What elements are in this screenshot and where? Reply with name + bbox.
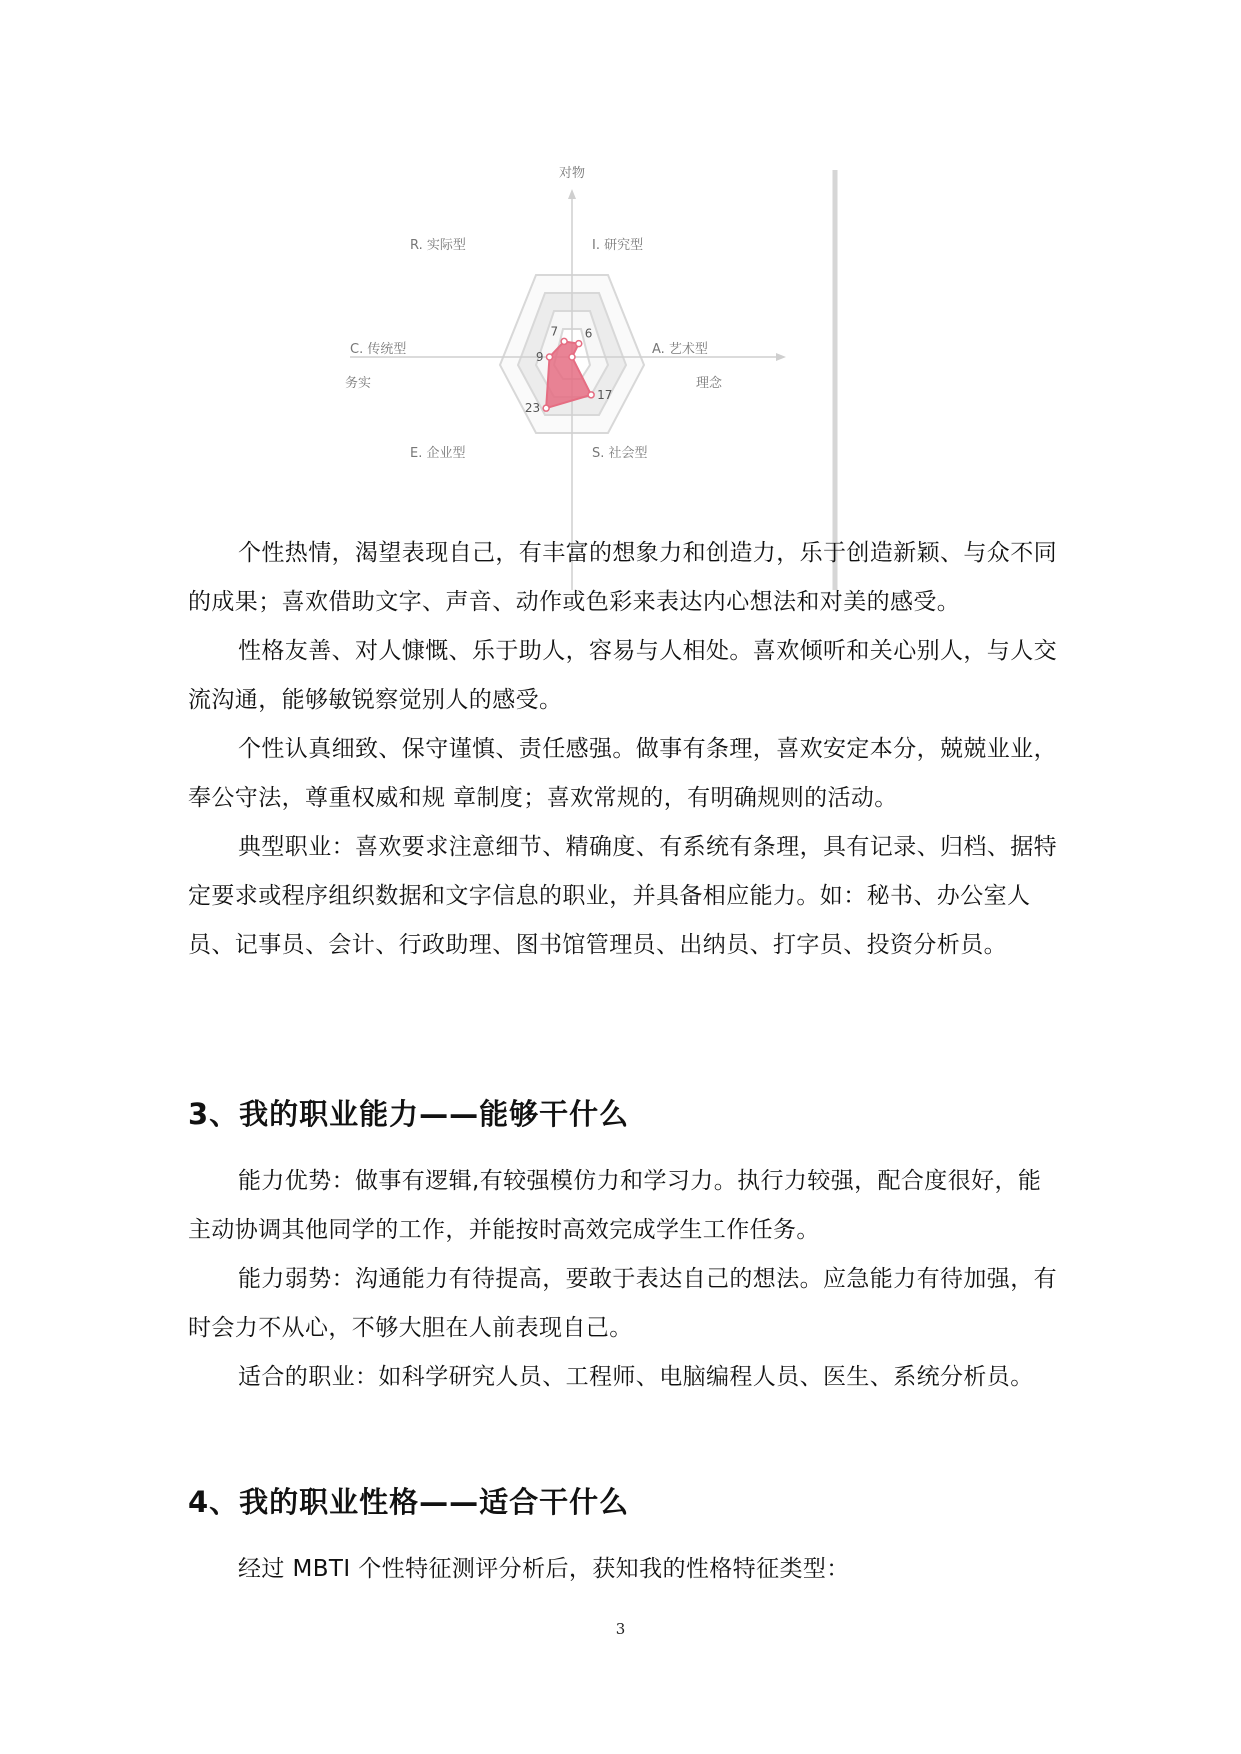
vertical-axis-arrow [568, 189, 576, 199]
category-label-c: C. 传统型 [350, 342, 407, 357]
axis-label-top: 对物 [558, 166, 586, 181]
body-section-3 [188, 1545, 1058, 1594]
paragraph: 性格友善、对人慷慨、乐于助人，容易与人相处。喜欢倾听和关心别人，与人交流沟通，能够敏锐察觉别人的感受。 [188, 638, 1057, 713]
radar-point [569, 354, 575, 360]
paragraph: 能力优势：做事有逻辑,有较强模仿力和学习力。执行力较强，配合度很好，能主动协调其他同学的工作，并能按时高效完成学生工作任务。 [188, 1168, 1042, 1243]
category-label-s: S. 社会型 [592, 446, 648, 461]
radar-point [588, 392, 594, 398]
category-label-r: R. 实际型 [410, 238, 466, 253]
radar-point [576, 341, 582, 347]
body-section-2 [188, 1157, 1058, 1402]
axis-label-right: 理念 [696, 376, 723, 391]
body-section-1 [188, 529, 1058, 970]
axis-label-left: 务实 [345, 376, 372, 391]
paragraph: 能力弱势：沟通能力有待提高，要敢于表达自己的想法。应急能力有待加强，有时会力不从心，不够大胆在人前表现自己。 [188, 1266, 1057, 1341]
paragraph: 个性认真细致、保守谨慎、责任感强。做事有条理，喜欢安定本分，兢兢业业，奉公守法，尊重权威和规 章制度；喜欢常规的，有明确规则的活动。 [188, 736, 1057, 811]
radar-value-label: 7 [550, 324, 559, 339]
radar-point [561, 338, 567, 344]
category-label-a: A. 艺术型 [652, 342, 708, 357]
paragraph: 适合的职业：如科学研究人员、工程师、电脑编程人员、医生、系统分析员。 [238, 1364, 1034, 1390]
radar-point [543, 405, 549, 411]
category-label-i: I. 研究型 [592, 238, 644, 253]
paragraph: 个性热情，渴望表现自己，有丰富的想象力和创造力，乐于创造新颖、与众不同的成果；喜欢借助文字、声音、动作或色彩来表达内心想法和对美的感受。 [188, 540, 1057, 615]
radar-value-label: 17 [597, 387, 613, 402]
section-heading-3: 3、我的职业能力——能够干什么 [188, 1097, 630, 1131]
page-number: 3 [615, 1620, 626, 1638]
horizontal-axis-arrow [776, 353, 786, 361]
section-heading-4: 4、我的职业性格——适合干什么 [188, 1485, 630, 1519]
category-label-e: E. 企业型 [410, 446, 466, 461]
radar-value-label: 6 [584, 326, 593, 341]
paragraph: 典型职业：喜欢要求注意细节、精确度、有系统有条理，具有记录、归档、据特定要求或程序组织数据和文字信息的职业，并具备相应能力。如：秘书、办公室人员、记事员、会计、行政助理、图书馆管理员、出纳员、打字员、投资分析员。 [188, 834, 1057, 958]
radar-value-label: 23 [524, 401, 541, 416]
radar-point [547, 354, 553, 360]
paragraph: 经过 MBTI 个性特征测评分析后，获知我的性格特征类型： [238, 1556, 850, 1582]
radar-value-label: 9 [535, 350, 544, 364]
